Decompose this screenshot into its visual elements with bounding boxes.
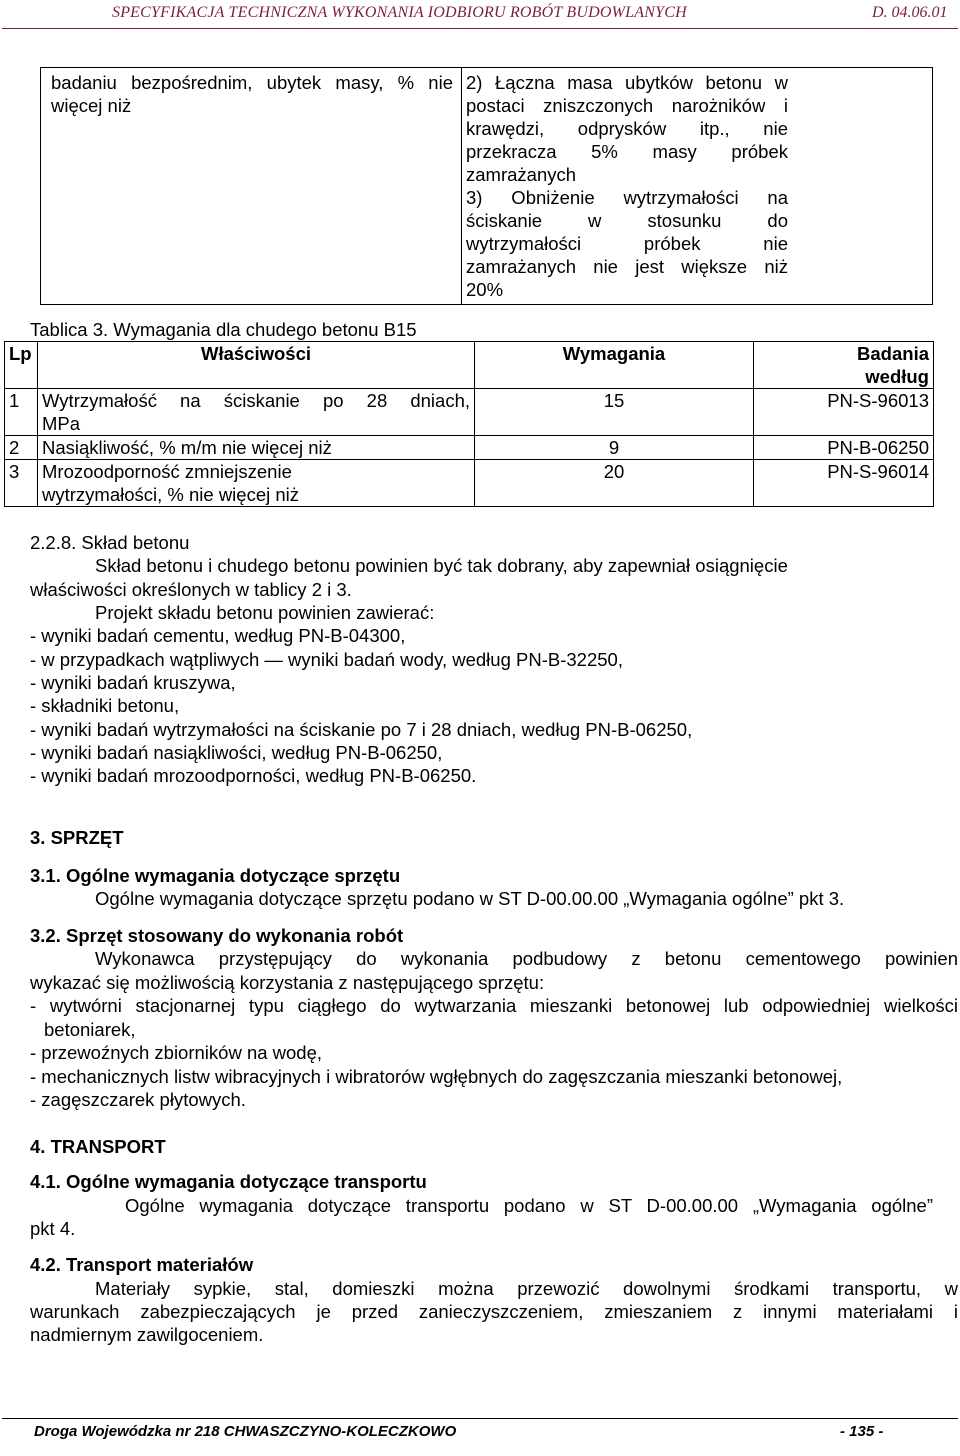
continuation-right-line: postaci zniszczonych narożników i xyxy=(466,95,788,116)
table3-header-row xyxy=(5,342,934,389)
row-requirement: 20 xyxy=(475,460,754,507)
section-228-heading: 2.2.8. Skład betonu xyxy=(30,532,190,553)
section-41-line2: pkt 4. xyxy=(30,1218,76,1239)
table-row xyxy=(5,389,934,436)
table3 xyxy=(4,341,934,507)
continuation-right-line: przekracza 5% masy próbek xyxy=(466,141,788,162)
continuation-left-line: badaniu bezpośrednim, ubytek masy, % nie xyxy=(51,72,453,93)
section-32-line1: Wykonawca przystępujący do wykonania podbudowy z betonu cementowego powinien xyxy=(95,948,958,969)
continuation-left-cell xyxy=(41,68,462,305)
footer-page-number: - 135 - xyxy=(840,1423,884,1440)
continuation-right-line: ściskanie w stosunku do xyxy=(466,210,788,231)
row-lp: 1 xyxy=(5,389,38,436)
section-41-heading: 4.1. Ogólne wymagania dotyczące transportu xyxy=(30,1171,427,1192)
section-228-p2-line1: Projekt składu betonu powinien zawierać: xyxy=(95,602,435,623)
footer-rule xyxy=(2,1418,958,1419)
row-property xyxy=(38,460,475,507)
continuation-right-line: 2) Łączna masa ubytków betonu w xyxy=(466,72,788,93)
list-item: - mechanicznych listw wibracyjnych i wibratorów wgłębnych do zagęszczania mieszanki betonowej, xyxy=(30,1066,843,1087)
section-42-line3: nadmiernym zawilgoceniem. xyxy=(30,1324,264,1345)
continuation-right-line: krawędzi, odprysków itp., nie xyxy=(466,118,788,139)
header-tests-line1: Badania xyxy=(857,343,929,364)
section-42-heading: 4.2. Transport materiałów xyxy=(30,1254,254,1275)
header-lp: Lp xyxy=(5,342,38,389)
header-properties: Właściwości xyxy=(38,342,475,389)
continuation-table xyxy=(40,67,933,305)
list-item: - wyniki badań nasiąkliwości, według PN-B-06250, xyxy=(30,742,443,763)
list-item: betoniarek, xyxy=(44,1019,136,1040)
row-test: PN-B-06250 xyxy=(754,436,934,460)
section-31-text: Ogólne wymagania dotyczące sprzętu podano w ST D-00.00.00 „Wymagania ogólne” pkt 3. xyxy=(95,888,845,909)
list-item: - wyniki badań kruszywa, xyxy=(30,672,236,693)
continuation-right-line: zamrażanych xyxy=(466,164,577,185)
row-requirement: 15 xyxy=(475,389,754,436)
header-tests-line2: według xyxy=(865,366,929,387)
continuation-right-cell xyxy=(462,68,933,305)
header-code: D. 04.06.01 xyxy=(872,4,948,21)
row-lp: 2 xyxy=(5,436,38,460)
continuation-right-line: 20% xyxy=(466,279,504,300)
section-42-line2: warunkach zabezpieczających je przed zanieczyszczeniem, zmieszaniem z innymi materiałami i xyxy=(30,1301,958,1322)
continuation-right-line: wytrzymałości próbek nie xyxy=(466,233,788,254)
row-property-line2: wytrzymałości, % nie więcej niż xyxy=(42,484,300,505)
header-requirements: Wymagania xyxy=(475,342,754,389)
list-item: - wyniki badań wytrzymałości na ściskanie po 7 i 28 dniach, według PN-B-06250, xyxy=(30,719,693,740)
list-item: - wytwórni stacjonarnej typu ciągłego do wytwarzania mieszanki betonowej lub odpowiedniej wielkości xyxy=(30,995,958,1016)
row-property-line1: Wytrzymałość na ściskanie po 28 dniach, xyxy=(42,390,470,411)
section-42-line1: Materiały sypkie, stal, domieszki można przewozić dowolnymi środkami transportu, w xyxy=(95,1278,958,1299)
table-row xyxy=(5,460,934,507)
footer-road: Droga Wojewódzka nr 218 CHWASZCZYNO-KOLECZKOWO xyxy=(34,1423,457,1440)
list-item: - w przypadkach wątpliwych — wyniki badań wody, według PN-B-32250, xyxy=(30,649,623,670)
row-test: PN-S-96013 xyxy=(754,389,934,436)
section-3-heading: 3. SPRZĘT xyxy=(30,827,124,848)
row-requirement: 9 xyxy=(475,436,754,460)
section-31-heading: 3.1. Ogólne wymagania dotyczące sprzętu xyxy=(30,865,401,886)
list-item: - wyniki badań mrozoodporności, według PN-B-06250. xyxy=(30,765,477,786)
row-property-line1: Mrozoodporność zmniejszenie xyxy=(42,461,292,482)
section-228-p1-line2: właściwości określonych w tablicy 2 i 3. xyxy=(30,579,352,600)
row-property: Nasiąkliwość, % m/m nie więcej niż xyxy=(38,436,475,460)
header-rule xyxy=(2,28,958,29)
section-32-line2: wykazać się możliwością korzystania z następującego sprzętu: xyxy=(30,972,545,993)
list-item: - składniki betonu, xyxy=(30,695,180,716)
list-item: - przewoźnych zbiorników na wodę, xyxy=(30,1042,323,1063)
continuation-right-line: 3) Obniżenie wytrzymałości na xyxy=(466,187,788,208)
header-tests xyxy=(754,342,934,389)
section-228-p1-line1: Skład betonu i chudego betonu powinien być tak dobrany, aby zapewniał osiągnięcie xyxy=(95,555,788,576)
header-title: SPECYFIKACJA TECHNICZNA WYKONANIA IODBIORU ROBÓT BUDOWLANYCH xyxy=(112,4,687,21)
row-lp: 3 xyxy=(5,460,38,507)
list-item: - wyniki badań cementu, według PN-B-04300, xyxy=(30,625,406,646)
continuation-right-line: zamrażanych nie jest większe niż xyxy=(466,256,788,277)
section-32-heading: 3.2. Sprzęt stosowany do wykonania robót xyxy=(30,925,404,946)
section-41-line1: Ogólne wymagania dotyczące transportu podano w ST D-00.00.00 „Wymagania ogólne” xyxy=(125,1195,933,1216)
section-4-heading: 4. TRANSPORT xyxy=(30,1136,166,1157)
row-test: PN-S-96014 xyxy=(754,460,934,507)
row-property-line2: MPa xyxy=(42,413,81,434)
continuation-left-line: więcej niż xyxy=(51,95,132,116)
list-item: - zagęszczarek płytowych. xyxy=(30,1089,246,1110)
row-property xyxy=(38,389,475,436)
table3-caption: Tablica 3. Wymagania dla chudego betonu B15 xyxy=(30,319,417,340)
table-row xyxy=(5,436,934,460)
